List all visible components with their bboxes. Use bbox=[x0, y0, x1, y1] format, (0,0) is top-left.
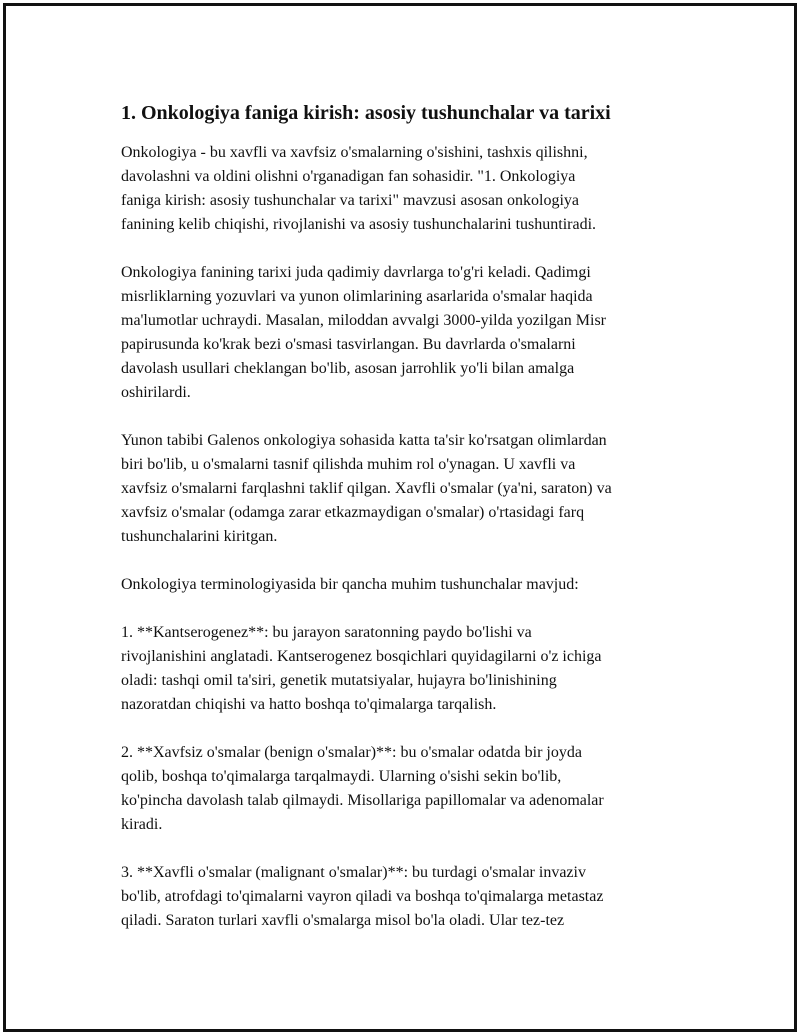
document-title: 1. Onkologiya faniga kirish: asosiy tushunchalar va tarixi bbox=[121, 102, 611, 124]
document-body bbox=[121, 99, 691, 957]
paragraph-terminology: Onkologiya terminologiyasida bir qancha muhim tushunchalar mavjud: bbox=[121, 576, 579, 593]
list-item-malignant: 3. **Xavfli o'smalar (malignant o'smalar)**: bu turdagi o'smalar invaziv bo'lib, atrofdagi to'qimalarni vayron qiladi va boshqa to'qimalarga metastaz qiladi. Saraton turlari xavfli o'smalarga misol bo'la oladi. Ular tez-tez bbox=[121, 864, 604, 929]
paragraph-galenos: Yunon tabibi Galenos onkologiya sohasida katta ta'sir ko'rsatgan olimlardan biri bo'lib, u o'smalarni tasnif qilishda muhim rol o'ynagan. U xavfli va xavfsiz o'smalarni farqlashni taklif qilgan. Xavfli o'smalar (ya'ni, saraton) va xavfsiz o'smalar (odamga zarar etkazmaydigan o'smalar) o'rtasidagi farq tushunchalarini kiritgan. bbox=[121, 432, 612, 545]
document-page bbox=[3, 3, 797, 1032]
list-item-kantserogenez: 1. **Kantserogenez**: bu jarayon saratonning paydo bo'lishi va rivojlanishini anglatadi. Kantserogenez bosqichlari quyidagilarni o'z ichiga oladi: tashqi omil ta'siri, genetik mutatsiyalar, hujayra bo'linishining nazoratdan chiqishi va hatto boshqa to'qimalarga tarqalish. bbox=[121, 624, 602, 713]
paragraph-history: Onkologiya fanining tarixi juda qadimiy davrlarga to'g'ri keladi. Qadimgi misrliklarning yozuvlari va yunon olimlarining asarlarida o'smalar haqida ma'lumotlar uchraydi. Masalan, miloddan avvalgi 3000-yilda yozilgan Misr papirusunda ko'krak bezi o'smasi tasvirlangan. Bu davrlarda o'smalarni davolash usullari cheklangan bo'lib, asosan jarrohlik yo'li bilan amalga oshirilardi. bbox=[121, 264, 606, 401]
paragraph-intro: Onkologiya - bu xavfli va xavfsiz o'smalarning o'sishini, tashxis qilishni, davolashni va oldini olishni o'rganadigan fan sohasidir. "1. Onkologiya faniga kirish: asosiy tushunchalar va tarixi" mavzusi asosan onkologiya fanining kelib chiqishi, rivojlanishi va asosiy tushunchalarini tushuntiradi. bbox=[121, 144, 597, 233]
list-item-benign: 2. **Xavfsiz o'smalar (benign o'smalar)**: bu o'smalar odatda bir joyda qolib, boshqa to'qimalarga tarqalmaydi. Ularning o'sishi sekin bo'lib, ko'pincha davolash talab qilmaydi. Misollariga papillomalar va adenomalar kiradi. bbox=[121, 744, 604, 833]
